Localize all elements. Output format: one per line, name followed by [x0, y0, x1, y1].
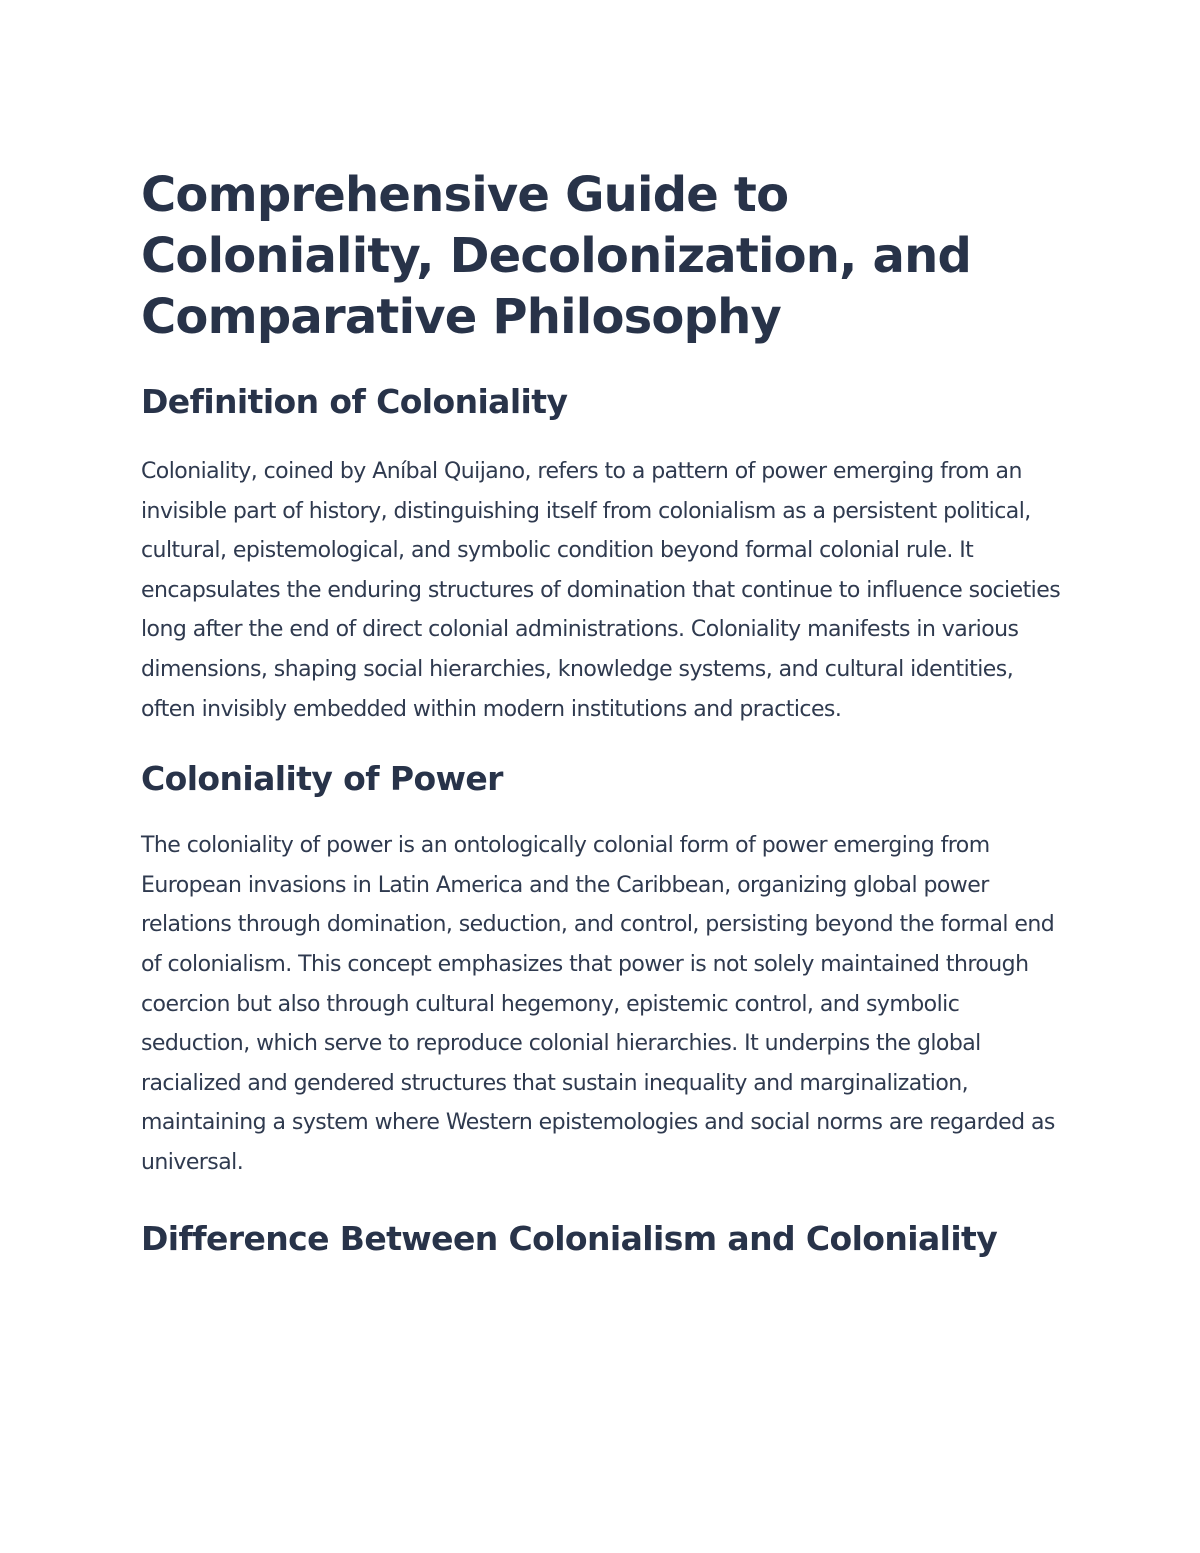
section-paragraph-definition-of-coloniality: Coloniality, coined by Aníbal Quijano, refers to a pattern of power emerging from an invisible part of history, distinguishing itself from colonialism as a persistent political, cultural, epistemological, and symbolic condition beyond formal colonial rule. It encapsulates the enduring structures of domination that continue to influence societies long after the end of direct colonial administrations. Coloniality manifests in various dimensions, shaping social hierarchies, knowledge systems, and cultural identities, often invisibly embedded within modern institutions and practices. [141, 459, 1061, 722]
section-heading-definition-of-coloniality: Definition of Coloniality [141, 382, 568, 421]
document-title: Comprehensive Guide to Coloniality, Decolonization, and Comparative Philosophy [141, 167, 972, 345]
section-paragraph-coloniality-of-power: The coloniality of power is an ontologically colonial form of power emerging from European invasions in Latin America and the Caribbean, organizing global power relations through domination, seduction, and control, persisting beyond the formal end of colonialism. This concept emphasizes that power is not solely maintained through coercion but also through cultural hegemony, epistemic control, and symbolic seduction, which serve to reproduce colonial hierarchies. It underpins the global racialized and gendered structures that sustain inequality and marginalization, maintaining a system where Western epistemologies and social norms are regarded as universal. [141, 833, 1055, 1175]
section-heading-coloniality-of-power: Coloniality of Power [141, 759, 503, 799]
section-heading-difference-between-colonialism-and-coloniality: Difference Between Colonialism and Coloniality [141, 1218, 998, 1258]
document-page [141, 165, 1071, 1260]
